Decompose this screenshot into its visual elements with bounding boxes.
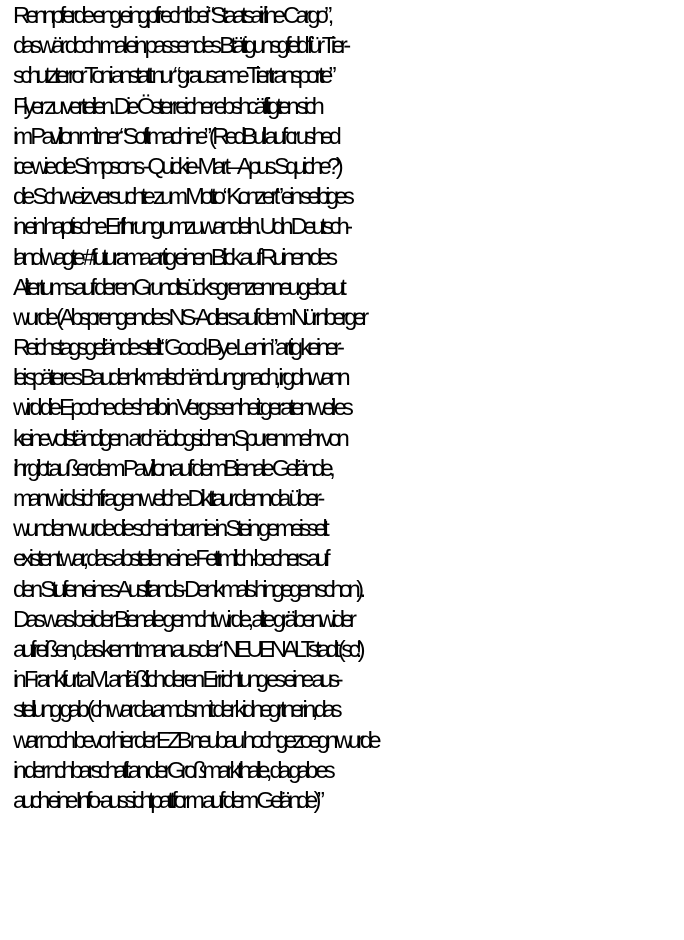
text-line: existent war, das abstellen eine Fettmilch-bechers auf <box>13 545 327 572</box>
text-line: keinevollständigen archäologsichen Spuren mehr von <box>13 424 346 451</box>
text-line: ice wie die Simpsons - Quickie-Mart – Apus Squiche?) <box>13 152 340 179</box>
text-line: ihr gibt außer dem Pavillon auf demBienale Gelände, <box>13 454 332 481</box>
body-text <box>13 0 683 815</box>
text-line: lei späteres Baudenkmalschändung nach, irgdnwann <box>13 364 347 391</box>
text-line: Reichstagsgelände stellt “Good-Bye Lenin” artig keiner- <box>13 334 341 361</box>
text-line: Das was bei der Bienale gemcht wirde, alte gräbenwider <box>13 605 353 632</box>
text-line: schutzterror Toni anstatt nur “grausame Tiertransporte” <box>13 62 333 89</box>
text-line: Altertums auf deren Grundtsücksgrenzen neu gebaut <box>13 273 343 300</box>
text-line: man wird sich fragen welche Dikttaur denn da über- <box>13 485 321 511</box>
text-line: wunden wurde die scheinbar nie in Stein gemeisselt <box>13 515 326 542</box>
text-line: in Frankfurt a.M. anläßlich deren Errichtung es eine aus- <box>13 666 340 693</box>
text-line: wird die Epoche deshalb in Vergssenheit geraten weil es <box>13 394 350 421</box>
text-line: im Pavillon mit ner “Softmachine” (RedBull auf crushed <box>13 122 338 149</box>
text-line: war noch bevor hier der EZB neubau hochgezoegn wurde <box>13 726 378 753</box>
text-line: Rennpferde eng eingpfrecht bei “Staatsairline Cargo”, <box>13 2 330 28</box>
text-line: in der nchbarschaft an derGroßmarkthalle, da gab es <box>13 756 332 783</box>
text-line: den Stufen eines Ausftands-Denkmals hingegen schon). <box>13 575 362 602</box>
text-line: die Schweiz versuchte zum Motto “Konzert” ein selbiges <box>13 183 351 210</box>
text-line: land wagte #futurama artig einen Blick auf Ruinen des <box>13 243 334 270</box>
text-line: wurde (Absprengen des NS-Adlers auf dem Nürnberger <box>13 303 365 330</box>
text-line: das wär doch mal ein passendes Btätigunsgfeld für Tier- <box>13 32 347 59</box>
text-line: stellung gab (ch war da amds mit der kidnegrtnerin,das <box>13 696 339 723</box>
text-line: Flyer zu verteilen. Die Österreicher ebshcäftigten sich <box>13 92 321 119</box>
text-line: auch eine Info-aussichtpattform auf dem Gelände)” <box>13 786 321 813</box>
text-line: in ein haptische Erfhrung umzuwandeln. Udn Deutsch- <box>13 213 349 240</box>
text-line: aufreißen, das kennt man aus der “NEUEN ALTstadt (sc!) <box>13 635 362 662</box>
